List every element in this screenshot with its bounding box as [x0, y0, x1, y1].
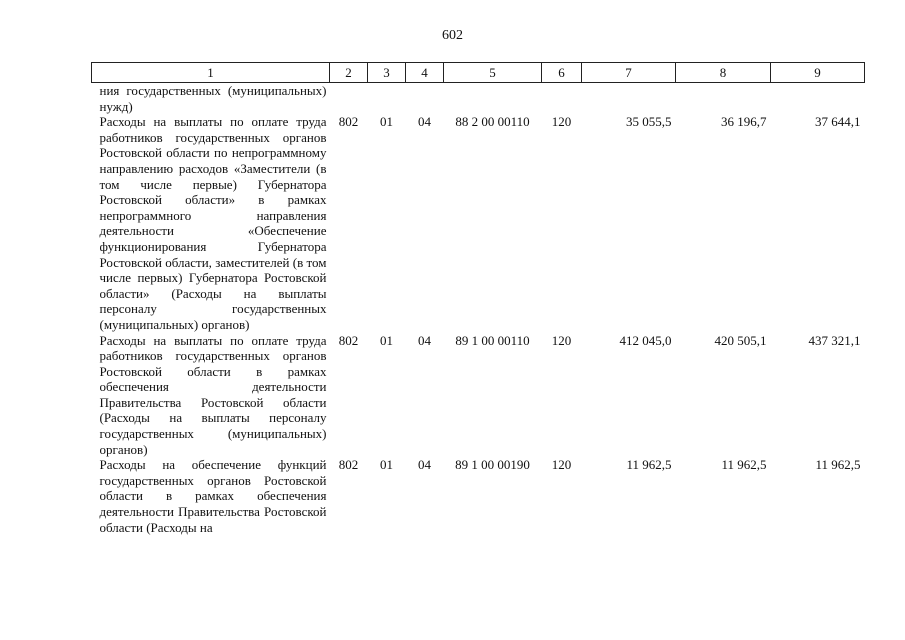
subsection-code: 04 [418, 332, 431, 348]
expense-type-code: 120 [551, 114, 572, 130]
table-row [92, 114, 865, 332]
column-header-4: 4 [406, 63, 444, 83]
table-header [92, 63, 865, 83]
amount-col-7 [582, 83, 676, 115]
section-code: 01 [380, 114, 393, 130]
column-header-7: 7 [582, 63, 676, 83]
column-header-9: 9 [771, 63, 865, 83]
amount-col-7: 35 055,5 [626, 114, 672, 130]
target-article-code [444, 83, 542, 115]
ministry-code: 802 [338, 457, 359, 473]
amount-col-9: 11 962,5 [815, 457, 861, 473]
amount-col-8: 36 196,7 [721, 114, 767, 130]
subsection-code [406, 83, 444, 115]
row-description: Расходы на выплаты по оплате труда работников государственных органов Ростовской области по непрограммному направлению расходов «Заместители (в том числе первые) Губернатора Ростовской области» в рамках непрограммного направления деятельности «Обеспечение функционирования Губернатора Ростовской области, заместителей (в том числе первых) Губернатора Ростовской области» (Расходы на выплаты персоналу государственных (муниципальных) органов) [99, 114, 327, 332]
ministry-code: 802 [338, 332, 359, 348]
amount-col-9: 437 321,1 [808, 332, 861, 348]
section-code: 01 [380, 457, 393, 473]
ministry-code: 802 [338, 114, 359, 130]
section-code: 01 [380, 332, 393, 348]
page-number: 602 [442, 28, 463, 43]
target-article-code: 89 1 00 00110 [455, 332, 530, 348]
target-article-code: 89 1 00 00190 [455, 457, 530, 473]
table-row [92, 333, 865, 458]
row-description: Расходы на обеспечение функций государственных органов Ростовской области в рамках обеспечения деятельности Правительства Ростовской области (Расходы на [99, 457, 327, 535]
expense-type-code: 120 [551, 457, 572, 473]
subsection-code: 04 [418, 457, 431, 473]
amount-col-9 [771, 83, 865, 115]
target-article-code: 88 2 00 00110 [455, 114, 530, 130]
column-header-6: 6 [542, 63, 582, 83]
column-header-5: 5 [444, 63, 542, 83]
column-header-2: 2 [330, 63, 368, 83]
amount-col-8: 420 505,1 [714, 332, 767, 348]
ministry-code [330, 83, 368, 115]
amount-col-8: 11 962,5 [721, 457, 767, 473]
amount-col-7: 412 045,0 [619, 332, 672, 348]
column-header-1: 1 [92, 63, 330, 83]
amount-col-7: 11 962,5 [626, 457, 672, 473]
budget-table [91, 62, 865, 535]
column-header-3: 3 [368, 63, 406, 83]
table-row [92, 83, 865, 115]
expense-type-code [542, 83, 582, 115]
row-description: Расходы на выплаты по оплате труда работников государственных органов Ростовской области в рамках обеспечения деятельности Правительства Ростовской области (Расходы на выплаты персоналу государственных (муниципальных) органов) [99, 332, 327, 457]
row-description: ния государственных (муниципальных) нужд) [99, 83, 327, 114]
amount-col-9: 37 644,1 [815, 114, 861, 130]
table-row [92, 457, 865, 535]
amount-col-8 [676, 83, 771, 115]
header-row [92, 63, 865, 83]
section-code [368, 83, 406, 115]
expense-type-code: 120 [551, 332, 572, 348]
column-header-8: 8 [676, 63, 771, 83]
subsection-code: 04 [418, 114, 431, 130]
table-body [92, 83, 865, 536]
